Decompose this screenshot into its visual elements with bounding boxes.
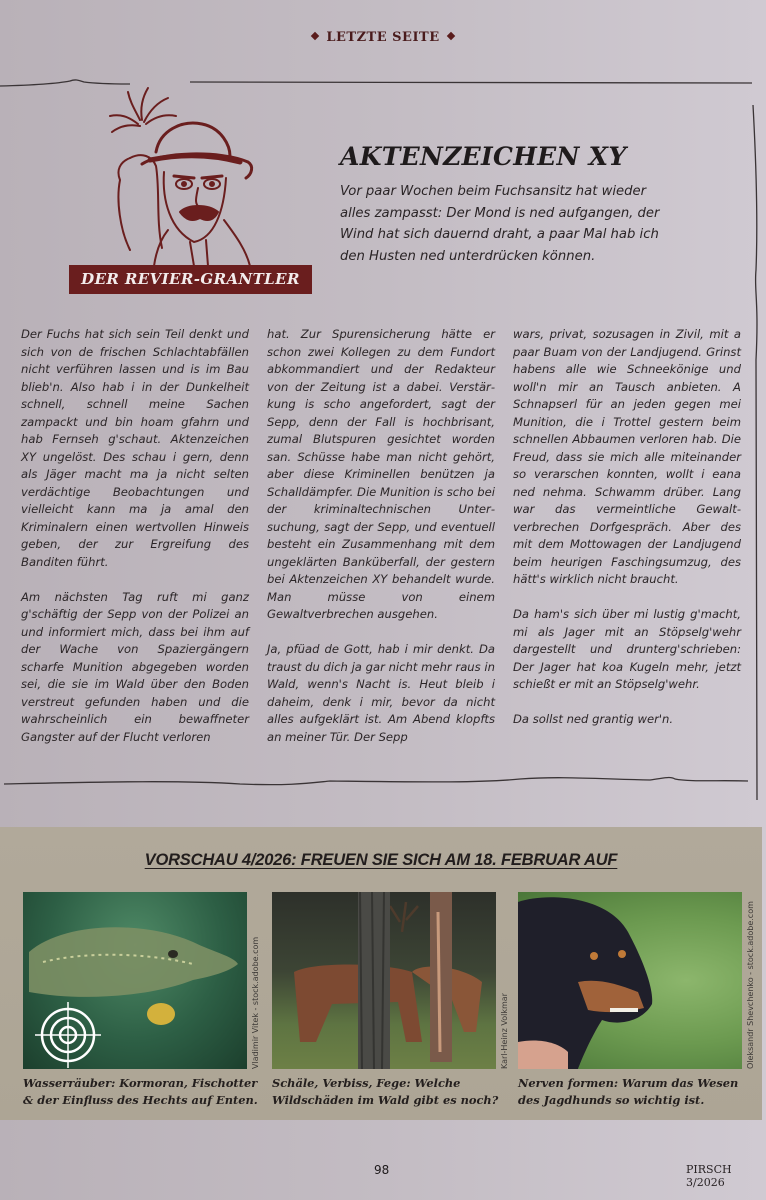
preview-caption: Wasserräuber: Kormoran, Fischotter & der Einfluss des Hechts auf Enten. [23, 1076, 258, 1107]
paragraph: hat. Zur Spurensicherung hätte er schon zwei Kollegen zu dem Fundort abkommandiert und der Redakteur von der Zeitung ist a dabei. Verstärkung is scho angefordert, sagt der Sepp, denn der Fall is hochbrisant, zumal Blutspuren gesichtet worden san. Schüsse habe man nicht gehört, aber diese Kriminellen benützen ja Schalldämpfer. Die Munition is scho bei der kriminaltechnischen Untersuchung, sagt der Sepp, und eventuell besteht ein Zusammenhang mit dem ungeklärten Banküberfall, der gestern bei Aktenzeichen XY behandelt wurde. Man müsse von einem Gewaltverbrechen ausgehen. [267, 327, 496, 621]
photo-credit: Karl-Heinz Volkmar [500, 993, 509, 1069]
paragraph: Der Fuchs hat sich sein Teil denkt und sich von de frischen Schlachtabfällen nicht verführen lassen und is im Bau blieb'n. Also hab i in der Dunkelheit schnell, schnell meine Sachen zampackt und bin hoam gfahrn und hab Fernseh g'schaut. Aktenzeichen XY ungelöst. Des schau i gern, denn als Jäger macht ma ja nicht selten verdächtige Beobachtungen und vielleicht kann ma ja amal den Kriminalern einen wertvollen Hinweis geben, der zur Ergreifung des Banditen führt. [21, 327, 249, 569]
hunter-caricature-icon [90, 80, 290, 270]
section-kicker [0, 30, 766, 45]
text-column-2 [267, 326, 495, 764]
diamond-icon [446, 32, 454, 40]
photo-credit: Vladimir Vitek - stock.adobe.com [251, 936, 260, 1069]
dog-illustration [518, 892, 742, 1069]
diamond-icon [311, 32, 319, 40]
page-number: 98 [374, 1163, 390, 1177]
next-issue-preview [0, 827, 762, 1120]
paragraph: wars, privat, sozusagen in Zivil, mit a paar Buam von der Landjugend. Grinst habens alle wie Schneekönige und woll'n mir an Tausch anbieten. A Schnapserl für an jeden gegen mei Munition, die i Trottel gestern beim schnellen Abbaumen verloren hab. Die Freud, dass sie mich alle miteinander so verarschen konnten, wollt i eana ned nehma. Schwamm drüber. Lang war das vermeintliche Gewaltverbrechen Dorfgespräch. Aber des mit dem Mottowagen der Landjugend beim heurigen Faschingsumzug, des hätt's wirklich nicht braucht. [513, 327, 741, 586]
frame-right-line [753, 105, 757, 800]
preview-item-pike[interactable] [23, 892, 263, 1109]
paragraph: Am nächsten Tag ruft mi ganz g'schäftig der Sepp von der Polizei an und informiert mich, dass bei ihm auf der Wache von Spaziergängern scharfe Munition abgegeben worden sei, die sie im Wald über den Boden verstreut gefunden haben und die wahrscheinlich ein bewaffneter Gangster auf der Flucht verloren [21, 589, 249, 744]
paragraph: Ja, pfüad de Gott, hab i mir denkt. Da traust du dich ja gar nicht mehr raus in Wald, wenn's Nacht is. Heut bleib i daheim, denk i mir, bevor da nicht alles aufgeklärt ist. Am Abend klopfts an meiner Tür. Der Sepp [267, 642, 495, 744]
issue-label: PIRSCH 3/2026 [686, 1163, 732, 1189]
text-column-1 [21, 326, 249, 764]
frame-bottom-line [4, 777, 748, 784]
kicker-text: LETZTE SEITE [326, 30, 440, 45]
preview-item-deer[interactable] [272, 892, 512, 1109]
preview-caption: Schäle, Verbiss, Fege: Welche Wildschäden im Wald gibt es noch? [272, 1076, 499, 1107]
article-headline: AKTENZEICHEN XY [340, 142, 627, 171]
preview-item-dog[interactable] [518, 892, 758, 1109]
snarling-hunting-dog-photo [518, 892, 742, 1069]
preview-title: VORSCHAU 4/2026: FREUEN SIE SICH AM 18. FEBRUAR AUF [144, 851, 618, 869]
article-lead: Vor paar Wochen beim Fuchsansitz hat wieder alles zampasst: Der Mond is ned aufgangen, der Wind hat sich dauernd draht, a paar Mal hab ich den Husten ned unterdrücken können. [340, 184, 660, 264]
paragraph: Da sollst ned grantig wer'n. [513, 712, 674, 726]
pike-fish-photo [23, 892, 247, 1069]
paragraph: Da ham's sich über mi lustig g'macht, mi als Jager mit an Stöpselg'wehr dargestellt und drunterg'schrieben: Der Jager hat koa Kugeln mehr, jetzt schießt er mit an Stöpselg'wehr. [513, 607, 741, 691]
preview-caption: Nerven formen: Warum das Wesen des Jagdhunds so wichtig ist. [518, 1076, 739, 1107]
red-deer-forest-photo [272, 892, 496, 1069]
crosshair-target-icon [35, 1002, 101, 1068]
article-body [21, 326, 743, 764]
deer-forest-illustration [272, 892, 496, 1069]
photo-credit: Oleksandr Shevchenko - stock.adobe.com [746, 901, 755, 1069]
text-column-3 [513, 326, 741, 764]
column-badge: DER REVIER-GRANTLER [69, 265, 312, 294]
